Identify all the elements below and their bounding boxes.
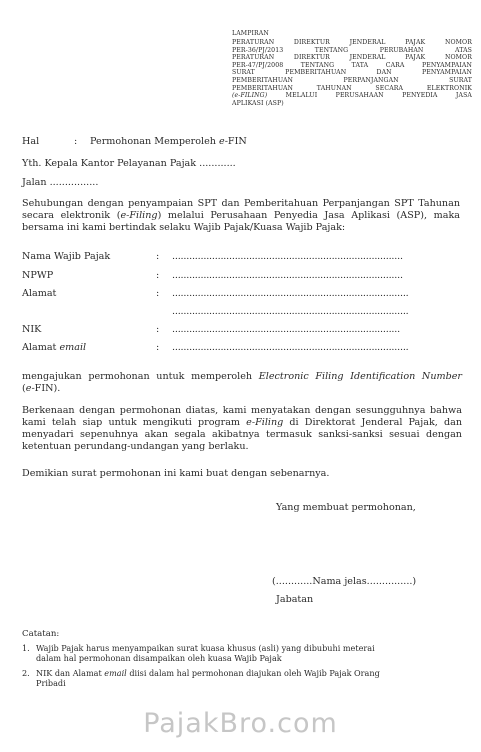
request-line — [22, 371, 462, 383]
field-alamat-email[interactable]: ................................................................................... — [172, 342, 409, 353]
intro-paragraph — [22, 198, 460, 234]
request-text: mengajukan permohonan untuk memperoleh — [22, 371, 259, 382]
note-row — [22, 668, 380, 689]
subject-suffix: -FIN — [224, 136, 247, 147]
note-line — [36, 668, 380, 678]
header-line: PER-47/PJ/2008 TENTANG TATA CARA PENYAMPAIAN — [232, 61, 472, 69]
statement-text: di Direktorat Jenderal Pajak, dan menyadari sepenuhnya akan segala akibatnya termasuk sanksi-sanksi sesuai dengan ketentuan perundang-undangan yang berlaku. — [22, 417, 463, 452]
signature-name-line[interactable]: (............Nama jelas...............) — [272, 576, 417, 587]
note-item — [22, 668, 380, 689]
field-alamat-line2[interactable]: ................................................................................... — [172, 306, 409, 317]
header-efiling-italic: (e-FILING) — [232, 92, 268, 100]
note-text: NIK dan Alamat — [36, 668, 105, 678]
watermark-text: PajakBro.com — [143, 708, 338, 739]
notes-heading: Catatan: — [22, 629, 60, 639]
subject-value — [90, 136, 247, 148]
header-line: PER-36/PJ/2013 TENTANG PERUBAHAN ATAS — [232, 46, 472, 54]
note-number: 2. — [22, 668, 30, 678]
field-colon: : — [156, 324, 160, 335]
header-line — [232, 92, 472, 100]
request-italic: e — [25, 383, 32, 394]
field-colon: : — [156, 251, 160, 262]
intro-text: ) melalui Perusahaan Penyedia Jasa Aplikasi (ASP), maka bersama ini kami bertindak selaku Wajib Pajak/Kuasa Wajib Pajak: — [22, 210, 461, 233]
statement-text: Berkenaan dengan permohonan diatas, kami menyatakan dengan sesungguhnya bahwa kami telah siap untuk mengikuti program — [22, 405, 462, 428]
header-title: LAMPIRAN — [232, 30, 269, 37]
request-paragraph — [22, 371, 462, 395]
header-line: PEMBERITAHUAN PERPANJANGAN SURAT — [232, 76, 472, 84]
field-label-italic: email — [59, 342, 87, 353]
header-line: PEMBERITAHUAN TAHUNAN SECARA ELEKTRONIK — [232, 84, 472, 92]
recipient-address: Jalan ................ — [22, 177, 99, 188]
note-italic: email — [104, 668, 127, 678]
header-line: APLIKASI (ASP) — [232, 99, 284, 107]
subject-label: Hal — [22, 136, 40, 147]
field-label-email — [22, 342, 86, 354]
signature-position: Jabatan — [276, 594, 314, 605]
intro-italic: e-Filing — [120, 210, 158, 221]
field-colon: : — [156, 342, 160, 353]
field-nama-wajib-pajak[interactable]: ................................................................................. — [172, 251, 403, 262]
field-label-npwp: NPWP — [22, 270, 54, 281]
field-label-nama: Nama Wajib Pajak — [22, 251, 111, 262]
note-text: diisi dalam hal permohonan diajukan oleh Wajib Pajak Orang — [126, 668, 380, 678]
request-text: ( — [22, 383, 26, 394]
note-row — [22, 643, 375, 664]
header-line: PERATURAN DIREKTUR JENDERAL PAJAK NOMOR — [232, 39, 472, 46]
request-italic: Electronic Filing Identification Number — [258, 371, 463, 382]
note-line: Pribadi — [36, 678, 66, 689]
field-label-text: Alamat — [22, 342, 60, 353]
field-label-nik: NIK — [22, 324, 42, 335]
field-label-alamat: Alamat — [22, 288, 57, 299]
note-number: 1. — [22, 643, 30, 653]
field-colon: : — [156, 270, 160, 281]
signature-heading: Yang membuat permohonan, — [276, 502, 416, 513]
request-text: -FIN). — [31, 383, 61, 394]
intro-text: Sehubungan dengan penyampaian SPT dan Pemberitahuan Perpanjangan SPT Tahunan secara elektronik ( — [22, 198, 460, 221]
header-line: SURAT PEMBERITAHUAN DAN PENYAMPAIAN — [232, 69, 472, 77]
field-colon: : — [156, 288, 160, 299]
field-npwp[interactable]: ................................................................................. — [172, 270, 403, 281]
subject-colon: : — [74, 136, 78, 147]
header-line-rest: MELALUI PERUSAHAAN PENYEDIA JASA — [267, 92, 472, 100]
header-line: PERATURAN DIREKTUR JENDERAL PAJAK NOMOR — [232, 54, 472, 62]
note-body — [34, 668, 380, 689]
note-line: dalam hal permohonan disampaikan oleh kuasa Wajib Pajak — [36, 653, 282, 664]
statement-italic: e-Filing — [246, 417, 284, 428]
statement-paragraph — [22, 405, 462, 453]
recipient-line: Yth. Kepala Kantor Pelayanan Pajak ............ — [22, 158, 236, 169]
note-line: Wajib Pajak harus menyampaikan surat kuasa khusus (asli) yang dibubuhi meterai — [36, 643, 375, 653]
closing-sentence: Demikian surat permohonan ini kami buat dengan sebenarnya. — [22, 468, 330, 479]
subject-italic: e — [219, 136, 225, 147]
field-nik[interactable]: ................................................................................ — [172, 324, 400, 335]
field-alamat[interactable]: ................................................................................... — [172, 288, 409, 299]
note-item — [22, 643, 375, 664]
header-regulation — [232, 39, 472, 107]
subject-prefix: Permohonan Memperoleh — [90, 136, 219, 147]
request-line — [22, 383, 462, 395]
note-body — [34, 643, 375, 664]
